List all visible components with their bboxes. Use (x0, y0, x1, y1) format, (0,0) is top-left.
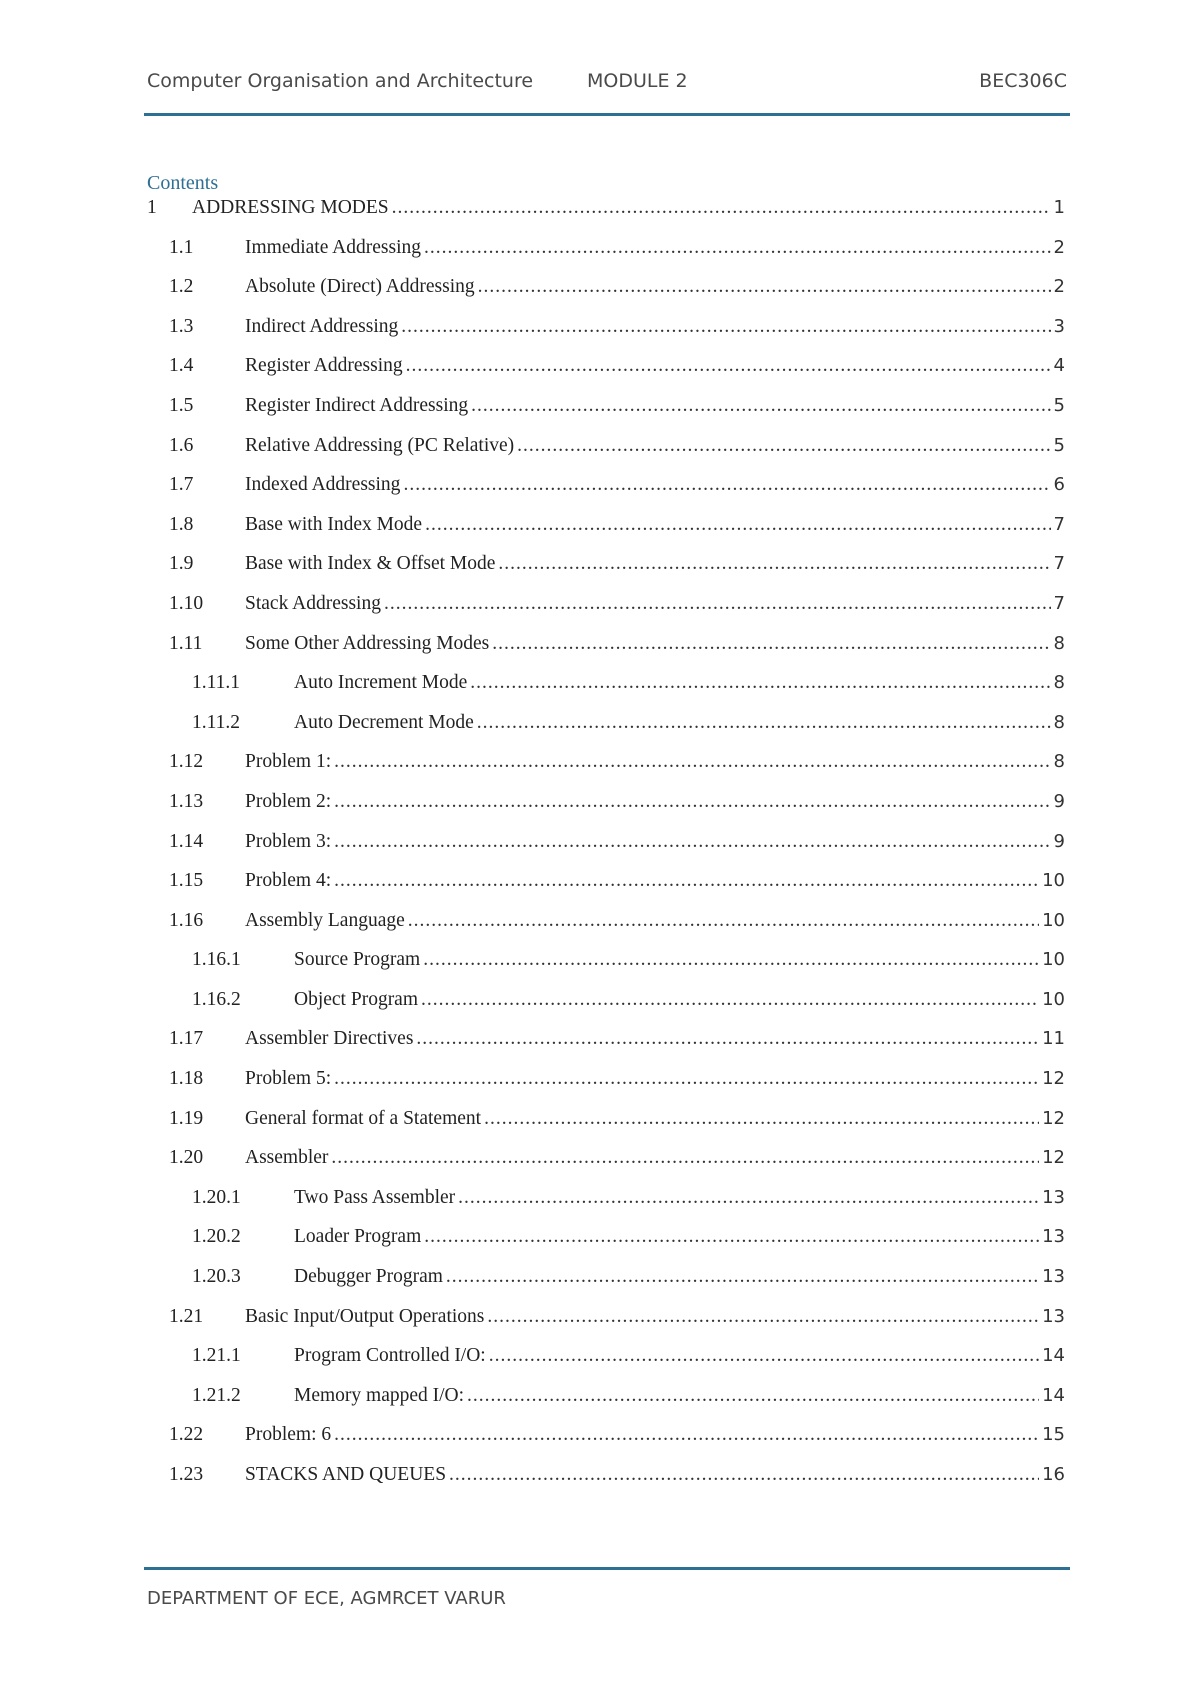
toc-entry-page: 10 (1042, 909, 1065, 931)
toc-entry-title: Stack Addressing (245, 592, 381, 614)
toc-entry-number: 1.19 (169, 1107, 204, 1129)
table-of-contents (147, 197, 1065, 1504)
toc-entry-page: 5 (1053, 394, 1065, 416)
toc-entry[interactable] (147, 355, 1065, 395)
dot-leader (477, 712, 1051, 734)
dot-leader (334, 831, 1050, 853)
toc-entry[interactable] (147, 1345, 1065, 1385)
toc-entry-number: 1.11.1 (192, 672, 241, 694)
toc-entry-title: Some Other Addressing Modes (245, 632, 490, 654)
toc-entry-page: 1 (1053, 197, 1065, 218)
toc-entry-title: Problem 2: (245, 790, 332, 812)
toc-entry-number: 1.21 (169, 1305, 204, 1327)
toc-entry[interactable] (147, 1424, 1065, 1464)
toc-entry[interactable] (147, 1147, 1065, 1187)
contents-heading: Contents (147, 172, 219, 194)
toc-entry-page: 13 (1042, 1266, 1065, 1288)
toc-entry-number: 1.22 (169, 1424, 204, 1446)
toc-entry[interactable] (147, 395, 1065, 435)
dot-leader (334, 791, 1050, 813)
dot-leader (384, 593, 1051, 615)
toc-entry-number: 1.8 (169, 513, 194, 535)
toc-entry-title: Auto Decrement Mode (294, 711, 474, 733)
toc-entry-title: Object Program (294, 988, 419, 1010)
toc-entry-page: 11 (1042, 1028, 1065, 1050)
toc-entry-number: 1.17 (169, 1028, 204, 1050)
toc-entry-page: 14 (1042, 1384, 1065, 1406)
toc-entry[interactable] (147, 276, 1065, 316)
toc-entry[interactable] (147, 1464, 1065, 1504)
toc-entry-number: 1.12 (169, 751, 204, 773)
toc-entry-title: General format of a Statement (245, 1107, 482, 1129)
toc-entry-title: Assembler Directives (245, 1028, 414, 1050)
toc-entry[interactable] (147, 870, 1065, 910)
toc-entry-page: 2 (1053, 236, 1065, 258)
toc-entry[interactable] (147, 1306, 1065, 1346)
toc-entry-title: Register Indirect Addressing (245, 394, 469, 416)
toc-entry-number: 1.11.2 (192, 711, 241, 733)
toc-entry-page: 9 (1053, 790, 1065, 812)
toc-entry-page: 16 (1042, 1464, 1065, 1485)
toc-entry-number: 1.20.1 (192, 1186, 241, 1208)
toc-entry[interactable] (147, 712, 1065, 752)
toc-entry[interactable] (147, 514, 1065, 554)
toc-entry-number: 1.4 (169, 355, 194, 377)
toc-entry-title: Assembly Language (245, 909, 405, 931)
toc-entry-number: 1.3 (169, 315, 194, 337)
toc-entry[interactable] (147, 1266, 1065, 1306)
toc-entry-number: 1.20 (169, 1147, 204, 1169)
toc-entry-page: 13 (1042, 1226, 1065, 1248)
toc-entry-page: 2 (1053, 276, 1065, 298)
toc-entry[interactable] (147, 1385, 1065, 1425)
dot-leader (492, 633, 1050, 655)
toc-entry-page: 9 (1053, 830, 1065, 852)
toc-entry-title: Problem 4: (245, 870, 332, 892)
toc-entry-title: Memory mapped I/O: (294, 1384, 465, 1406)
toc-entry-number: 1.21.1 (192, 1345, 241, 1367)
toc-entry-title: Indirect Addressing (245, 315, 399, 337)
toc-entry-title: Problem: 6 (245, 1424, 332, 1446)
toc-entry[interactable] (147, 633, 1065, 673)
toc-entry-page: 13 (1042, 1186, 1065, 1208)
toc-entry[interactable] (147, 1187, 1065, 1227)
toc-entry[interactable] (147, 831, 1065, 871)
toc-entry-page: 8 (1053, 751, 1065, 773)
toc-entry[interactable] (147, 672, 1065, 712)
dot-leader (470, 672, 1050, 694)
toc-entry-page: 10 (1042, 988, 1065, 1010)
dot-leader (487, 1306, 1039, 1328)
dot-leader (334, 1424, 1039, 1446)
dot-leader (334, 870, 1039, 892)
dot-leader (517, 435, 1050, 457)
toc-entry-title: Loader Program (294, 1226, 422, 1248)
toc-entry-page: 7 (1053, 513, 1065, 535)
dot-leader (334, 751, 1050, 773)
toc-entry[interactable] (147, 593, 1065, 633)
dot-leader (424, 237, 1051, 259)
toc-entry-number: 1.1 (169, 236, 194, 258)
dot-leader (392, 197, 1051, 219)
toc-entry[interactable] (147, 1068, 1065, 1108)
toc-entry-number: 1.15 (169, 870, 204, 892)
dot-leader (478, 276, 1051, 298)
toc-entry[interactable] (147, 474, 1065, 514)
header-divider (144, 113, 1070, 116)
dot-leader (489, 1345, 1039, 1367)
toc-entry[interactable] (147, 751, 1065, 791)
toc-entry-number: 1.16 (169, 909, 204, 931)
toc-entry-page: 12 (1042, 1147, 1065, 1169)
toc-entry-title: STACKS AND QUEUES (245, 1464, 447, 1485)
toc-entry-title: Indexed Addressing (245, 474, 401, 496)
dot-leader (467, 1385, 1039, 1407)
toc-entry-page: 3 (1053, 315, 1065, 337)
toc-entry-title: Debugger Program (294, 1266, 443, 1288)
toc-entry-number: 1.11 (169, 632, 203, 654)
toc-entry-page: 12 (1042, 1107, 1065, 1129)
course-code: BEC306C (979, 70, 1067, 92)
footer-divider (144, 1567, 1070, 1570)
toc-entry-title: Problem 3: (245, 830, 332, 852)
dot-leader (401, 316, 1050, 338)
toc-entry-title: Program Controlled I/O: (294, 1345, 486, 1367)
toc-entry-page: 4 (1053, 355, 1065, 377)
toc-entry[interactable] (147, 1108, 1065, 1148)
toc-entry-number: 1.9 (169, 553, 194, 575)
toc-entry[interactable] (147, 1226, 1065, 1266)
toc-entry-number: 1.23 (169, 1464, 204, 1485)
toc-entry-page: 8 (1053, 711, 1065, 733)
toc-entry[interactable] (147, 949, 1065, 989)
toc-entry-number: 1.18 (169, 1068, 204, 1090)
toc-entry-number: 1.10 (169, 592, 204, 614)
dot-leader (484, 1108, 1039, 1130)
toc-entry-page: 7 (1053, 553, 1065, 575)
toc-entry-number: 1.16.1 (192, 949, 241, 971)
dot-leader (498, 553, 1050, 575)
toc-entry-title: Register Addressing (245, 355, 403, 377)
toc-entry[interactable] (147, 435, 1065, 475)
dot-leader (416, 1028, 1039, 1050)
dot-leader (331, 1147, 1039, 1169)
toc-entry-title: Immediate Addressing (245, 236, 422, 258)
toc-entry-number: 1.6 (169, 434, 194, 456)
dot-leader (471, 395, 1050, 417)
toc-entry[interactable] (147, 197, 1065, 237)
toc-entry-page: 8 (1053, 632, 1065, 654)
toc-entry[interactable] (147, 553, 1065, 593)
page-footer: DEPARTMENT OF ECE, AGMRCET VARUR (147, 1588, 506, 1609)
toc-entry-number: 1.13 (169, 790, 204, 812)
toc-entry-title: Problem 1: (245, 751, 332, 773)
toc-entry-title: Auto Increment Mode (294, 672, 468, 694)
toc-entry[interactable] (147, 237, 1065, 277)
toc-entry-page: 12 (1042, 1068, 1065, 1090)
toc-entry-number: 1 (147, 197, 157, 218)
toc-entry-page: 6 (1053, 474, 1065, 496)
toc-entry-number: 1.16.2 (192, 988, 241, 1010)
dot-leader (421, 989, 1039, 1011)
toc-entry-number: 1.2 (169, 276, 194, 298)
toc-entry-page: 13 (1042, 1305, 1065, 1327)
toc-entry-page: 8 (1053, 672, 1065, 694)
dot-leader (424, 1226, 1039, 1248)
dot-leader (408, 910, 1039, 932)
dot-leader (406, 355, 1051, 377)
toc-entry[interactable] (147, 316, 1065, 356)
toc-entry-page: 10 (1042, 870, 1065, 892)
toc-entry-title: Base with Index Mode (245, 513, 423, 535)
toc-entry-title: Problem 5: (245, 1068, 332, 1090)
dot-leader (425, 514, 1050, 536)
toc-entry-title: Base with Index & Offset Mode (245, 553, 496, 575)
toc-entry-title: ADDRESSING MODES (192, 197, 389, 218)
dot-leader (449, 1464, 1039, 1486)
page-header (147, 70, 1067, 100)
toc-entry-title: Source Program (294, 949, 421, 971)
dot-leader (334, 1068, 1039, 1090)
toc-entry-number: 1.5 (169, 394, 194, 416)
dot-leader (446, 1266, 1039, 1288)
dot-leader (458, 1187, 1039, 1209)
toc-entry-page: 5 (1053, 434, 1065, 456)
module-label: MODULE 2 (587, 70, 688, 92)
toc-entry-number: 1.21.2 (192, 1384, 241, 1406)
toc-entry-page: 15 (1042, 1424, 1065, 1446)
course-title: Computer Organisation and Architecture (147, 70, 534, 92)
toc-entry-title: Two Pass Assembler (294, 1186, 456, 1208)
toc-entry[interactable] (147, 910, 1065, 950)
toc-entry-page: 10 (1042, 949, 1065, 971)
toc-entry[interactable] (147, 989, 1065, 1029)
toc-entry-page: 14 (1042, 1345, 1065, 1367)
toc-entry-page: 7 (1053, 592, 1065, 614)
toc-entry-title: Assembler (245, 1147, 329, 1169)
toc-entry-number: 1.7 (169, 474, 194, 496)
toc-entry-title: Basic Input/Output Operations (245, 1305, 485, 1327)
dot-leader (403, 474, 1050, 496)
toc-entry-number: 1.20.3 (192, 1266, 241, 1288)
toc-entry-title: Absolute (Direct) Addressing (245, 276, 475, 298)
toc-entry[interactable] (147, 1028, 1065, 1068)
toc-entry-number: 1.14 (169, 830, 204, 852)
toc-entry-title: Relative Addressing (PC Relative) (245, 434, 515, 456)
toc-entry-number: 1.20.2 (192, 1226, 241, 1248)
toc-entry[interactable] (147, 791, 1065, 831)
dot-leader (423, 949, 1039, 971)
